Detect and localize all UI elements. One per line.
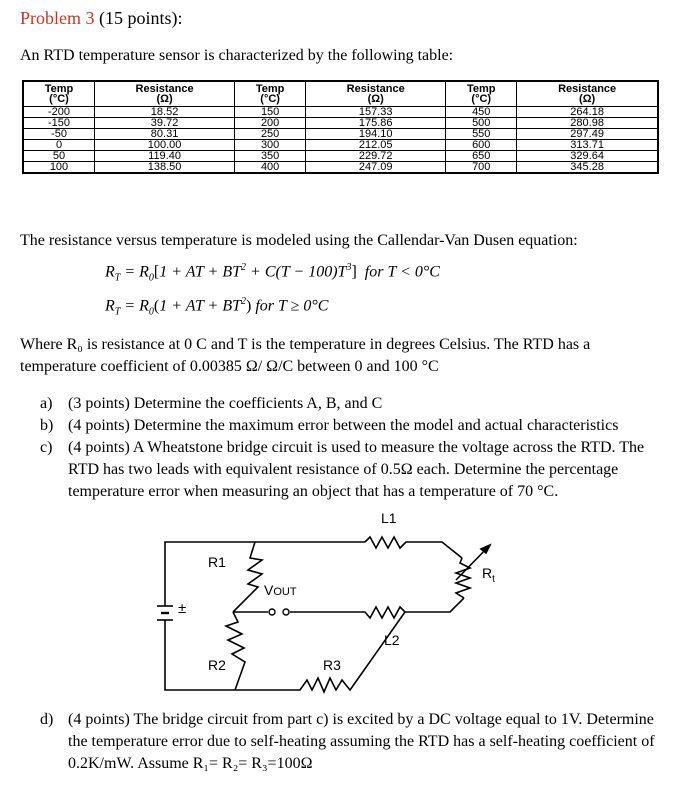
left-wire-bottom xyxy=(165,620,235,690)
table-cell: 100.00 xyxy=(95,140,235,151)
table-cell: 500 xyxy=(446,118,517,129)
part-text: (4 points) The bridge circuit from part c) is excited by a DC voltage equal to 1V. Determine the temperature error due to self-heating assuming the RTD has a self-heating coefficient of 0.2K/mW. Assume R₁= R₂= R₃=100Ω xyxy=(68,711,655,772)
part-label: c) xyxy=(40,439,53,456)
table-header: Temp (°C) xyxy=(235,81,306,107)
table-cell: 50 xyxy=(23,151,95,162)
table-cell: 250 xyxy=(235,129,306,140)
table-cell: 119.40 xyxy=(95,151,235,162)
problem-points: (15 points): xyxy=(94,8,183,28)
table-cell: 175.86 xyxy=(306,118,446,129)
table-cell: 550 xyxy=(446,129,517,140)
table-cell: 18.52 xyxy=(95,107,235,118)
r1-label: R1 xyxy=(208,554,226,570)
part-label: b) xyxy=(40,417,54,434)
table-cell: 194.10 xyxy=(306,129,446,140)
l2-label: L2 xyxy=(384,632,400,648)
table-cell: 150 xyxy=(235,107,306,118)
source-polarity: ± xyxy=(178,600,187,617)
r1-resistor xyxy=(233,542,262,612)
right-wire xyxy=(405,598,464,612)
part-label: d) xyxy=(40,711,54,728)
table-cell: 400 xyxy=(235,162,306,174)
table-header: Temp (°C) xyxy=(446,81,517,107)
table-cell: 700 xyxy=(446,162,517,174)
table-cell: 157.33 xyxy=(306,107,446,118)
table-cell: 280.98 xyxy=(517,118,658,129)
table-cell: 100 xyxy=(23,162,95,174)
rt-label: $R_t$ xyxy=(482,565,495,585)
equation-negative-condition: for T < 0°C xyxy=(364,263,440,281)
where-text: Where R₀ is resistance at 0 C and T is the temperature in degrees Celsius. The RTD has a temperature coefficient of 0.00385 Ω/ Ω/C between 0 and 100 °C xyxy=(20,336,591,375)
part-text: (4 points) Determine the maximum error between the model and actual characteristics xyxy=(68,417,619,434)
table-cell: 229.72 xyxy=(306,151,446,162)
part-text: (3 points) Determine the coefficients A, B, and C xyxy=(68,395,383,412)
equation-positive-condition: for T ≥ 0°C xyxy=(255,297,329,315)
table-cell: 247.09 xyxy=(306,162,446,174)
table-cell: -150 xyxy=(23,118,95,129)
part-text: (4 points) A Wheatstone bridge circuit is used to measure the voltage across the RTD. The RTD has two leads with equivalent resistance of 0.5Ω each. Determine the percentage temperature error when measuring an object that has a temperature of 70 °C. xyxy=(68,439,645,500)
table-header: Resistance (Ω) xyxy=(306,81,446,107)
model-text: The resistance versus temperature is modeled using the Callendar-Van Dusen equation: xyxy=(20,232,578,249)
table-cell: 329.64 xyxy=(517,151,658,162)
table-header: Resistance (Ω) xyxy=(517,81,658,107)
table-cell: 450 xyxy=(446,107,517,118)
table-cell: 345.28 xyxy=(517,162,658,174)
table-cell: 313.71 xyxy=(517,140,658,151)
r3-resistor xyxy=(235,612,405,692)
table-cell: 600 xyxy=(446,140,517,151)
table-cell: 80.31 xyxy=(95,129,235,140)
vout-terminal-right xyxy=(283,609,289,615)
r3-label: R3 xyxy=(323,657,341,673)
table-cell: 264.18 xyxy=(517,107,658,118)
table-cell: -200 xyxy=(23,107,95,118)
vout-terminal-left xyxy=(269,609,275,615)
table-header: Resistance (Ω) xyxy=(95,81,235,107)
table-header: Temp (°C) xyxy=(23,81,95,107)
equation-positive-temp: $R_T = R_0(1$ + AT + $BT^2$) for T ≥ 0°C xyxy=(105,296,329,318)
table-cell: 39.72 xyxy=(95,118,235,129)
table-cell: 650 xyxy=(446,151,517,162)
l1-resistor xyxy=(365,537,462,558)
intro-text: An RTD temperature sensor is characterized by the following table: xyxy=(20,47,454,64)
vout-label: VOUT xyxy=(264,582,297,598)
table-cell: 300 xyxy=(235,140,306,151)
table-cell: 350 xyxy=(235,151,306,162)
table-cell: 200 xyxy=(235,118,306,129)
table-cell: 138.50 xyxy=(95,162,235,174)
list-item xyxy=(40,709,655,775)
table-cell: 297.49 xyxy=(517,129,658,140)
problem-number: Problem 3 xyxy=(20,8,95,28)
table-cell: 0 xyxy=(23,140,95,151)
equation-negative-temp: $R_T = R_0[1$ + AT + $BT^2 + C(T - 100)T^3$] for T < 0°C xyxy=(105,262,440,284)
r2-resistor xyxy=(226,612,245,690)
table-cell: -50 xyxy=(23,129,95,140)
part-label: a) xyxy=(40,395,53,412)
top-wire xyxy=(165,542,365,549)
l1-label: L1 xyxy=(381,510,397,526)
r2-label: R2 xyxy=(208,657,226,673)
table-cell: 212.05 xyxy=(306,140,446,151)
l2-resistor xyxy=(290,607,405,618)
